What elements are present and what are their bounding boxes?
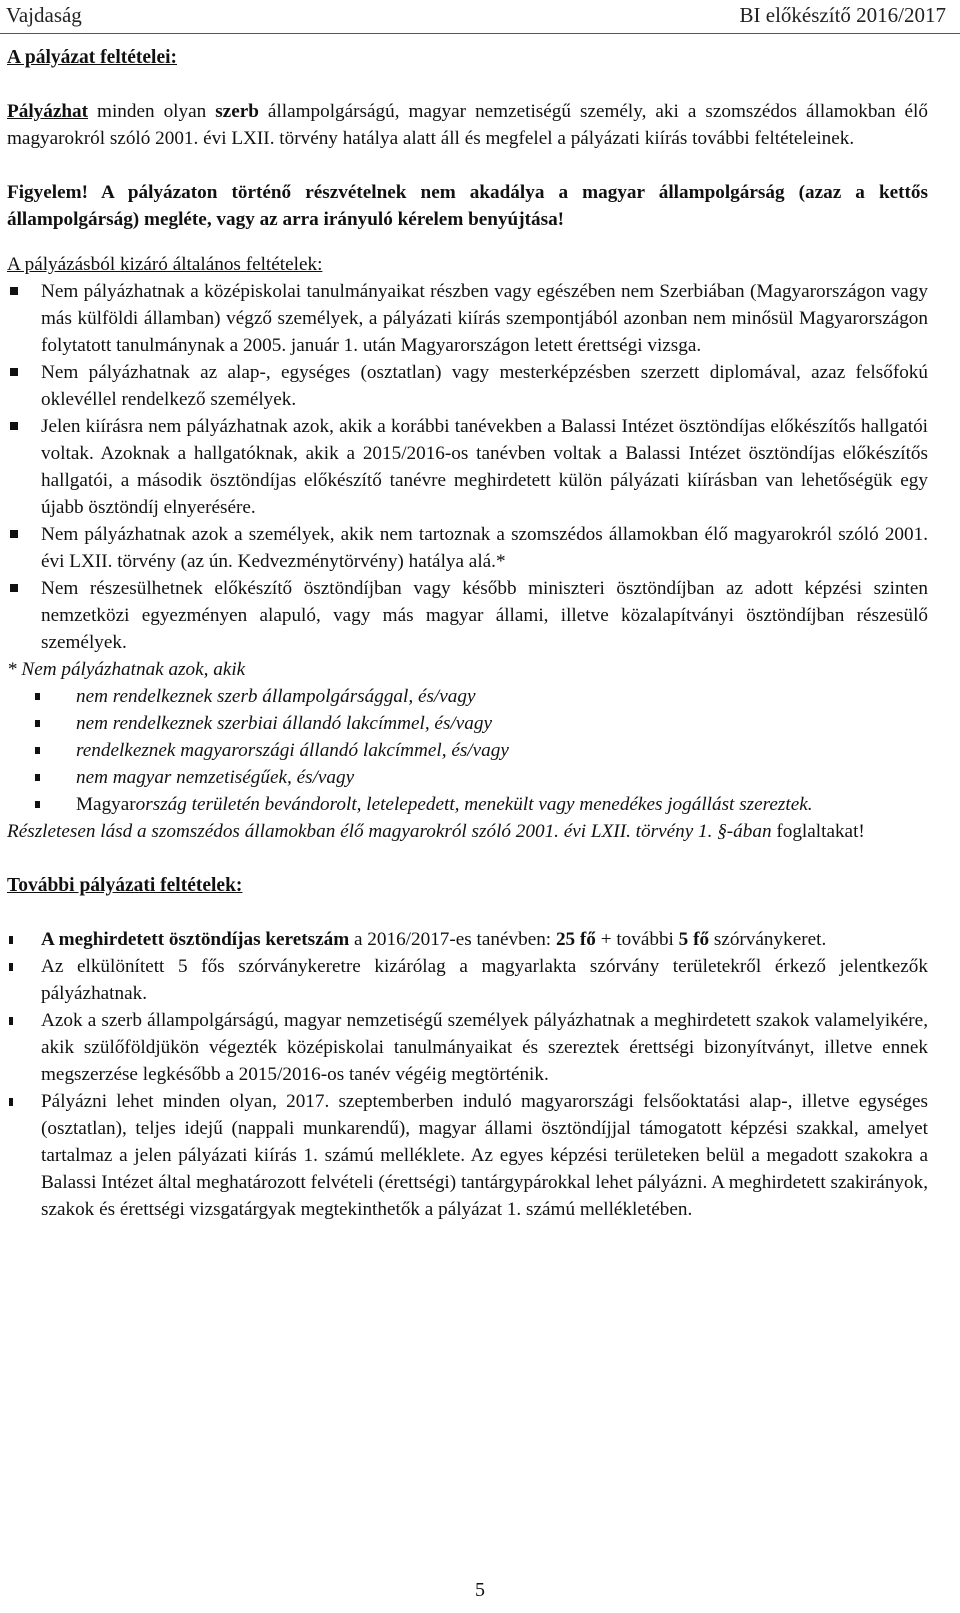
quota-text-c: szórványkeret. xyxy=(709,929,827,950)
quota-text-a: a 2016/2017-es tanévben: xyxy=(349,929,556,950)
list-item: nem rendelkeznek szerb állampolgársággal, és/vagy xyxy=(7,683,928,710)
footnote-last-prefix: Magyar xyxy=(76,794,136,815)
list-item: Pályázni lehet minden olyan, 2017. szeptemberben induló magyarországi felsőoktatási alap-, illetve egységes (osztatlan), teljes idejű (nappali munkarendű), magyar állami ösztöndíjjal támogatott képzési szakkal, amelyet tartalmaz a jelen pályázati kiírás 1. számú melléklete. Az egyes képzési területeken belül a megadott szakokra a Balassi Intézet által meghatározott felvételi (érettségi) tantárgypárokkal lehet pályázni. A meghirdetett szakirányok, szakok és érettségi vizsgatárgyak megtekinthetők a pályázat 1. számú mellékletében. xyxy=(7,1088,928,1223)
list-item: Azok a szerb állampolgárságú, magyar nemzetiségű személyek pályázhatnak a meghirdetett szakok valamelyikére, akik szülőföldjükön végezték középiskolai tanulmányaikat és szereztek érettségi bizonyítványt, illetve ennek megszerzése legkésőbb a 2015/2016-os tanév végéig megtörténik. xyxy=(7,1007,928,1088)
footnote-reference xyxy=(7,818,928,845)
further-conditions-list xyxy=(7,926,928,1223)
list-item: Nem pályázhatnak az alap-, egységes (osztatlan) vagy mesterképzésben szerzett diplomával, azaz felsőfokú oklevéllel rendelkező személyek. xyxy=(7,359,928,413)
exclusion-list xyxy=(7,278,928,656)
section-heading-conditions: A pályázat feltételei: xyxy=(7,47,178,68)
list-item xyxy=(7,926,928,953)
page-number: 5 xyxy=(475,1579,485,1601)
list-item: Az elkülönített 5 fős szórványkeretre kizárólag a magyarlakta szórvány területekről érkező jelentkezők pályázhatnak. xyxy=(7,953,928,1007)
list-item: nem magyar nemzetiségűek, és/vagy xyxy=(7,764,928,791)
list-item: nem rendelkeznek szerbiai állandó lakcímmel, és/vagy xyxy=(7,710,928,737)
list-item: Nem pályázhatnak a középiskolai tanulmányaikat részben vagy egészében nem Szerbiában (Magyarországon vagy más külföldi államban) végző személyek, a pályázati kiírás szempontjából azonban nem minősül Magyarországon folytatott tanulmánynak a 2005. január 1. után Magyarországon letett érettségi vizsga. xyxy=(7,278,928,359)
quota-extra: 5 fő xyxy=(678,929,710,950)
eligibility-text-a: minden olyan xyxy=(88,101,216,122)
warning-paragraph: Figyelem! A pályázaton történő részvételnek nem akadálya a magyar állampolgárság (azaz a kettős állampolgárság) megléte, vagy az arra irányuló kérelem benyújtása! xyxy=(7,182,928,230)
document-body xyxy=(7,44,928,1223)
header-divider xyxy=(0,33,960,34)
footnote-reference-italic: Részletesen lásd a szomszédos államokban élő magyarokról szóló 2001. évi LXII. törvény 1. §-ában xyxy=(7,821,772,842)
quota-label: A meghirdetett ösztöndíjas keretszám xyxy=(41,929,350,950)
quota-main: 25 fő xyxy=(555,929,596,950)
section-heading-further: További pályázati feltételek: xyxy=(7,875,243,896)
footnote-last-text: ország területén bevándorolt, letelepedett, menekült vagy menedékes jogállást szereztek. xyxy=(135,794,813,815)
header-left: Vajdaság xyxy=(6,3,82,27)
list-item: Jelen kiírásra nem pályázhatnak azok, akik a korábbi tanévekben a Balassi Intézet ösztöndíjas előkészítős hallgatói voltak. Azoknak a hallgatóknak, akik a 2015/2016-os tanévben voltak a Balassi Intézet ösztöndíjas előkészítős hallgatói, a második ösztöndíjas előkészítő tanévre meghirdetett külön pályázati kiírásban van lehetőségük egy újabb ösztöndíj elnyerésére. xyxy=(7,413,928,521)
list-item: Nem pályázhatnak azok a személyek, akik nem tartoznak a szomszédos államokban élő magyarokról szóló 2001. évi LXII. törvény (az ún. Kedvezménytörvény) hatálya alá.* xyxy=(7,521,928,575)
footnote-reference-tail: foglaltakat! xyxy=(771,821,865,842)
section-heading-exclusions: A pályázásból kizáró általános feltételek: xyxy=(7,254,323,275)
footnote-list xyxy=(7,683,928,818)
list-item: Nem részesülhetnek előkészítő ösztöndíjban vagy később miniszteri ösztöndíjban az adott képzési szinten nemzetközi egyezményen alapuló, vagy más magyar állami, illetve közalapítványi ösztöndíjban részesülő személyek. xyxy=(7,575,928,656)
eligibility-paragraph xyxy=(7,98,928,152)
quota-text-b: + további xyxy=(595,929,679,950)
list-item xyxy=(7,791,928,818)
eligibility-term: Pályázhat xyxy=(7,101,89,122)
footnote-intro: * Nem pályázhatnak azok, akik xyxy=(7,659,246,680)
header-right: BI előkészítő 2016/2017 xyxy=(739,3,946,27)
eligibility-citizenship: szerb xyxy=(215,101,259,122)
eligibility-text-b: állampolgárságú, magyar nemzetiségű személy, aki a szomszédos államokban élő magyarokról szóló 2001. évi LXII. törvény hatálya alatt áll és megfelel a pályázati kiírás további feltételeinek. xyxy=(7,101,928,149)
list-item: rendelkeznek magyarországi állandó lakcímmel, és/vagy xyxy=(7,737,928,764)
